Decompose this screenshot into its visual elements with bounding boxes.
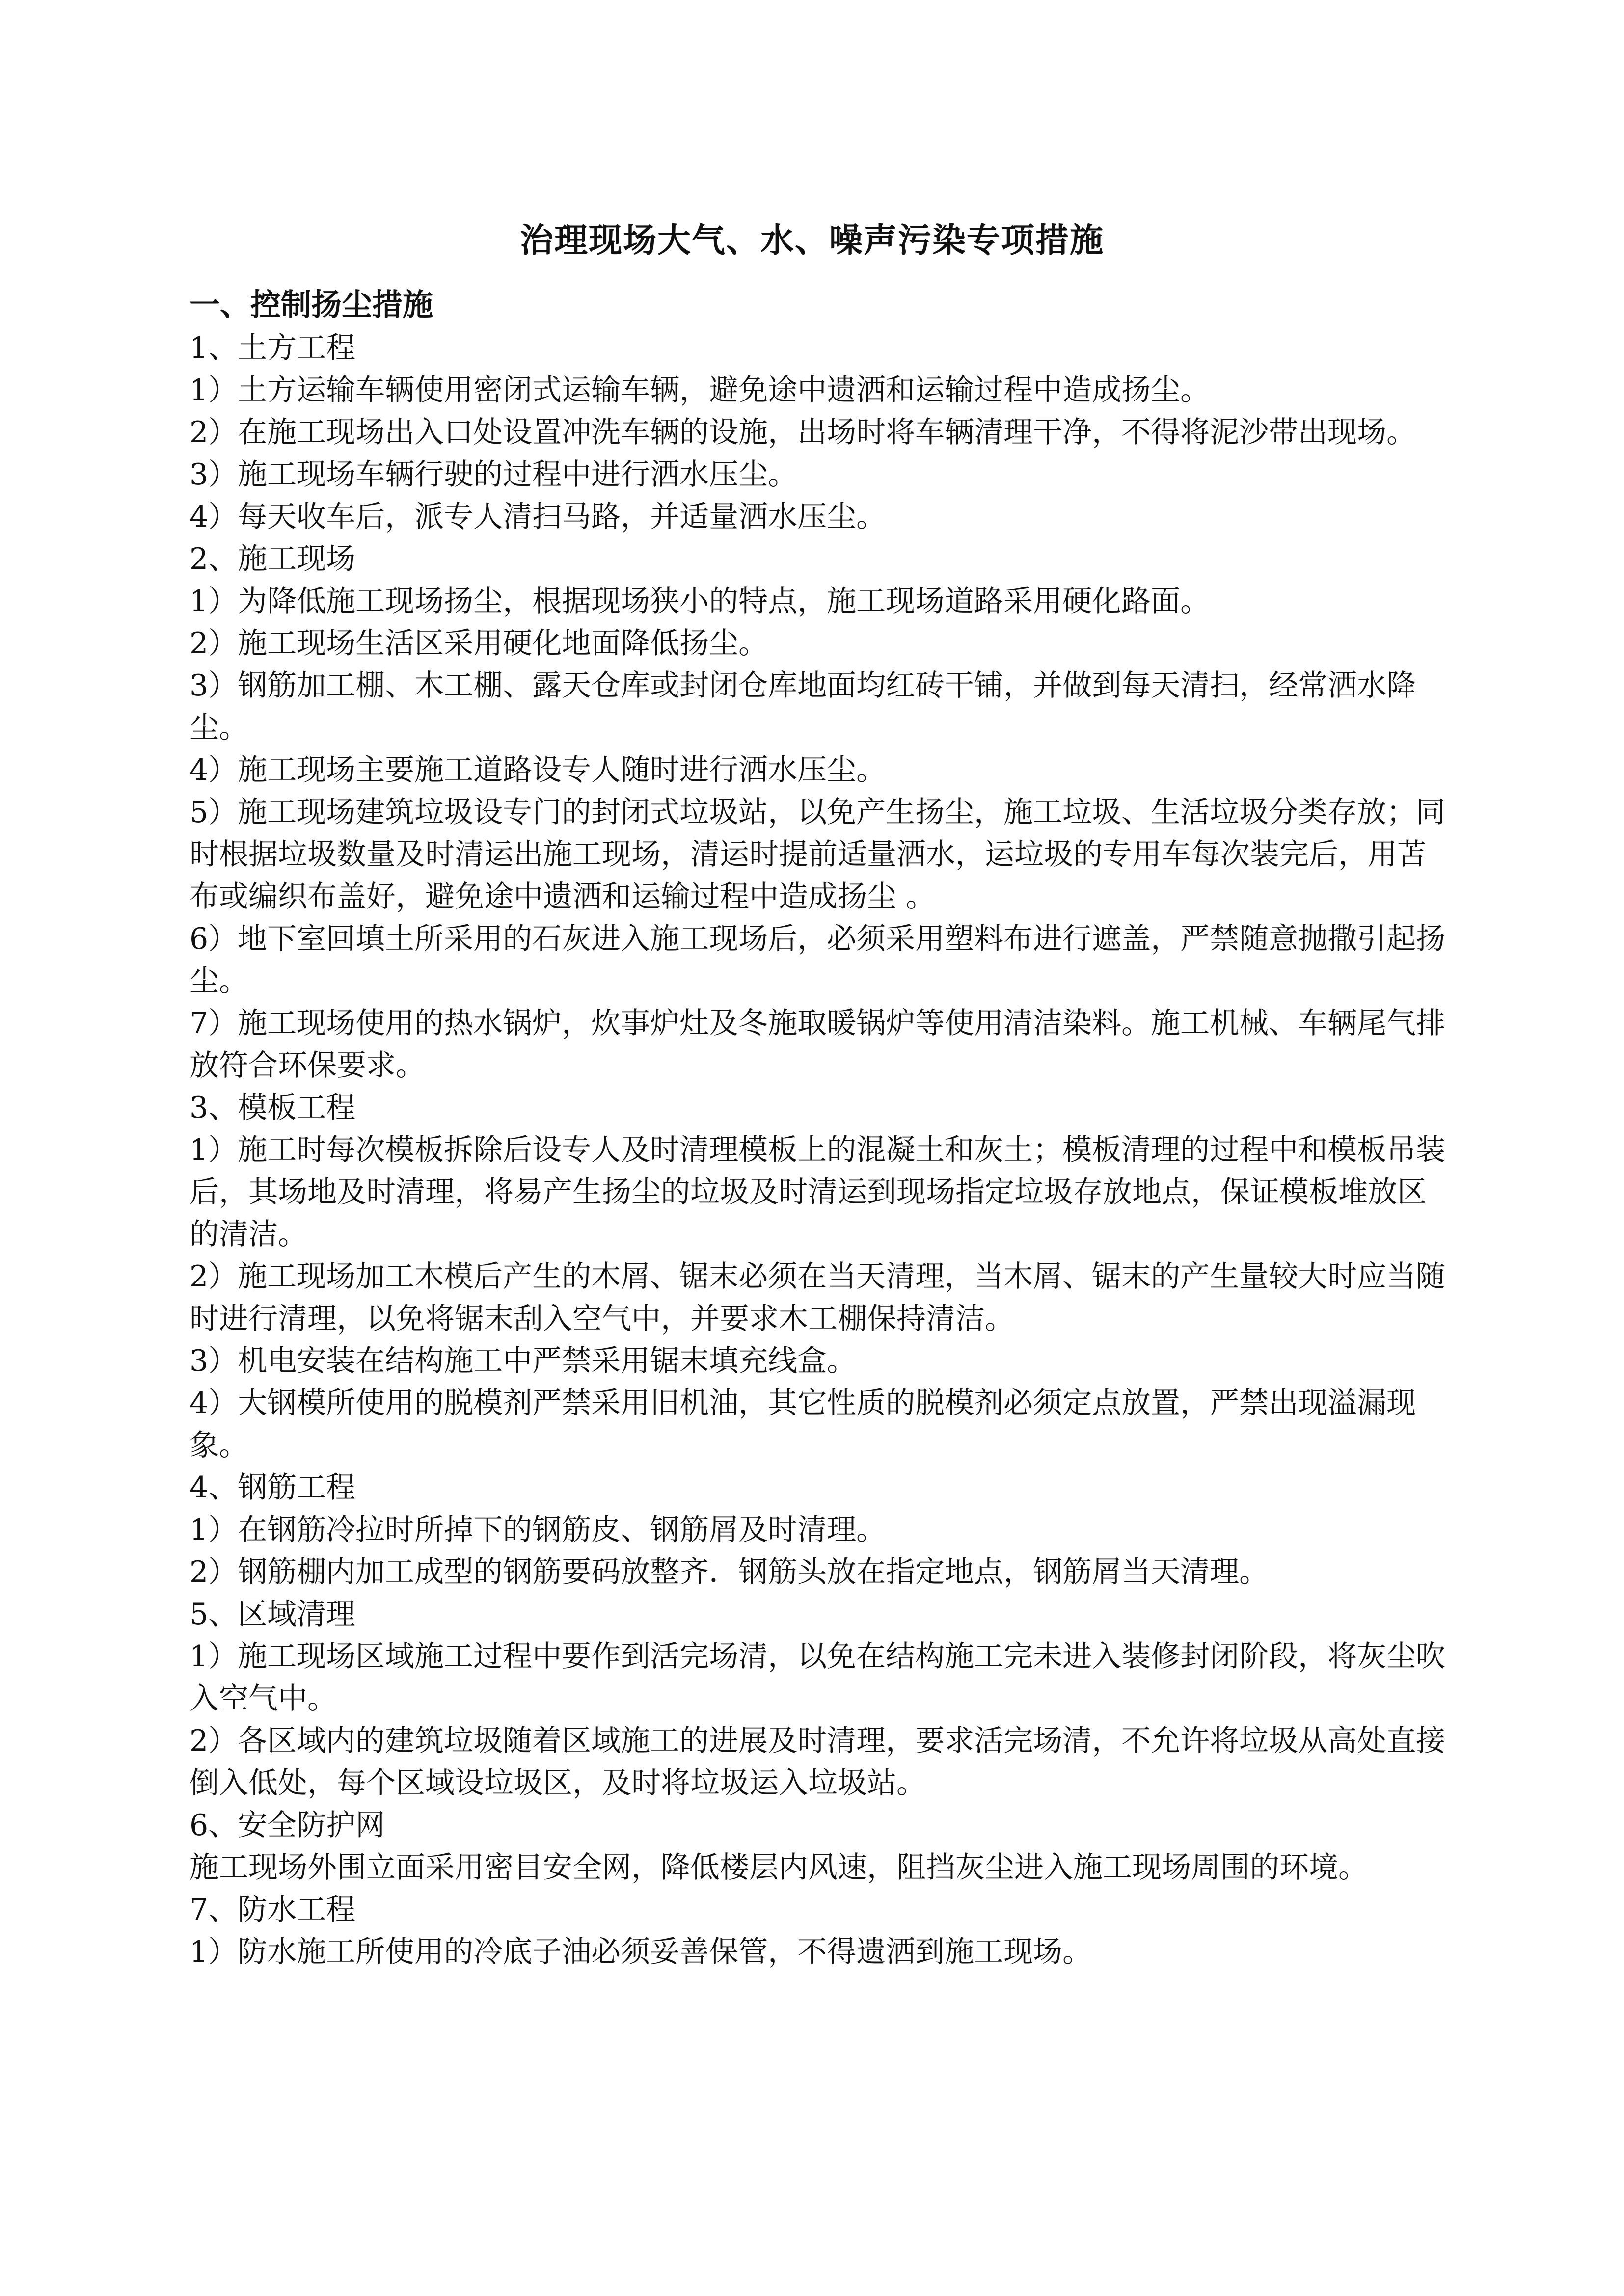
- paragraph: 2）施工现场生活区采用硬化地面降低扬尘。: [189, 626, 768, 661]
- paragraph: 1）在钢筋冷拉时所掉下的钢筋皮、钢筋屑及时清理。: [189, 1513, 886, 1547]
- paragraph: 1）防水施工所使用的冷底子油必须妥善保管，不得遗洒到施工现场。: [189, 1935, 1092, 1969]
- paragraph: 施工现场外围立面采用密目安全网，降低楼层内风速，阻挡灰尘进入施工现场周围的环境。: [189, 1850, 1368, 1885]
- paragraph: 3）钢筋加工棚、木工棚、露天仓库或封闭仓库地面均红砖干铺，并做到每天清扫，经常洒水降尘。: [189, 668, 1416, 745]
- paragraph: 2）在施工现场出入口处设置冲洗车辆的设施，出场时将车辆清理干净，不得将泥沙带出现场。: [189, 415, 1416, 450]
- section-heading: 一、控制扬尘措施: [189, 287, 433, 322]
- document-title: 治理现场大气、水、噪声污染专项措施: [519, 221, 1104, 260]
- paragraph: 4）每天收车后，派专人清扫马路，并适量洒水压尘。: [189, 500, 886, 534]
- paragraph: 3）机电安装在结构施工中严禁采用锯末填充线盒。: [189, 1344, 857, 1378]
- subsection-heading: 6、安全防护网: [189, 1808, 385, 1842]
- paragraph: 4）大钢模所使用的脱模剂严禁采用旧机油，其它性质的脱模剂必须定点放置，严禁出现溢漏现象。: [189, 1386, 1416, 1463]
- paragraph: 4）施工现场主要施工道路设专人随时进行洒水压尘。: [189, 753, 886, 787]
- subsection-heading: 1、土方工程: [189, 331, 356, 365]
- subsection-heading: 4、钢筋工程: [189, 1470, 356, 1505]
- paragraph: 2）各区域内的建筑垃圾随着区域施工的进展及时清理，要求活完场清，不允许将垃圾从高处直接倒入低处，每个区域设垃圾区，及时将垃圾运入垃圾站。: [189, 1724, 1446, 1800]
- document-body: [189, 283, 1446, 1973]
- paragraph: 6）地下室回填土所采用的石灰进入施工现场后，必须采用塑料布进行遮盖，严禁随意抛撒引起扬尘。: [189, 922, 1446, 998]
- paragraph: 2）钢筋棚内加工成型的钢筋要码放整齐．钢筋头放在指定地点，钢筋屑当天清理。: [189, 1555, 1269, 1589]
- paragraph: 1）土方运输车辆使用密闭式运输车辆，避免途中遗洒和运输过程中造成扬尘。: [189, 373, 1210, 407]
- paragraph: 1）施工现场区域施工过程中要作到活完场清，以免在结构施工完未进入装修封闭阶段，将灰尘吹入空气中。: [189, 1639, 1446, 1716]
- paragraph: 1）施工时每次模板拆除后设专人及时清理模板上的混凝土和灰土；模板清理的过程中和模板吊装后，其场地及时清理，将易产生扬尘的垃圾及时清运到现场指定垃圾存放地点，保证模板堆放区的清洁。: [189, 1133, 1446, 1252]
- paragraph: 2）施工现场加工木模后产生的木屑、锯末必须在当天清理，当木屑、锯末的产生量较大时应当随时进行清理，以免将锯末刮入空气中，并要求木工棚保持清洁。: [189, 1259, 1446, 1336]
- paragraph: 1）为降低施工现场扬尘，根据现场狭小的特点，施工现场道路采用硬化路面。: [189, 584, 1210, 618]
- subsection-heading: 2、施工现场: [189, 542, 356, 576]
- paragraph: 7）施工现场使用的热水锅炉，炊事炉灶及冬施取暖锅炉等使用清洁染料。施工机械、车辆尾气排放符合环保要求。: [189, 1006, 1446, 1083]
- subsection-heading: 3、模板工程: [189, 1091, 356, 1125]
- paragraph: 3）施工现场车辆行驶的过程中进行洒水压尘。: [189, 457, 798, 492]
- subsection-heading: 5、区域清理: [189, 1597, 356, 1631]
- paragraph: 5）施工现场建筑垃圾设专门的封闭式垃圾站，以免产生扬尘，施工垃圾、生活垃圾分类存放；同时根据垃圾数量及时清运出施工现场，清运时提前适量洒水，运垃圾的专用车每次装完后，用苫布或编织布盖好，避免途中遗洒和运输过程中造成扬尘 。: [189, 795, 1446, 914]
- subsection-heading: 7、防水工程: [189, 1893, 356, 1927]
